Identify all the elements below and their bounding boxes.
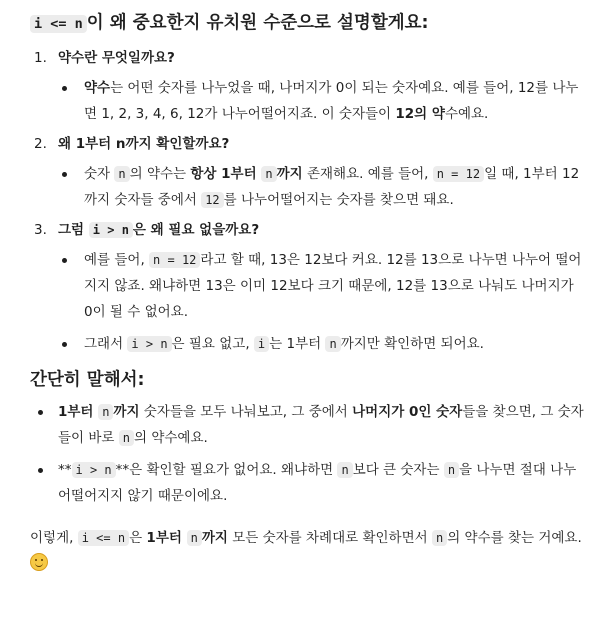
bold-text: 12의 약 <box>395 106 445 122</box>
text: **은 확인할 필요가 없어요. 왜냐하면 <box>115 462 338 478</box>
text: 을 나누면 절대 나누어떨어지지 않기 때문이에요. <box>58 462 577 504</box>
section-heading: 간단히 말해서: <box>30 370 145 390</box>
text: 모든 숫자를 차례대로 확인하면서 <box>227 530 432 546</box>
text: 까지만 확인하면 되어요. <box>340 336 484 352</box>
bullet-list <box>30 161 584 213</box>
item-title: 왜 1부터 n까지 확인할까요? <box>58 136 230 152</box>
item-number: 1. <box>34 50 47 66</box>
text: 는 어떤 숫자를 나누었을 때, 나머지가 0이 되는 숫자예요. 예를 들어, 12를 나누면 1, 2, 3, 4, 6, 12가 나누어떨어지죠. 이 숫자들이 <box>84 80 579 122</box>
text: 라고 할 때, 13은 12보다 커요. 12를 13으로 나누면 나누어 떨어지지 않죠. 왜냐하면 13은 이미 12보다 크기 때문에, 12를 13으로 나눠도 나머지가 0이 될 수 없어요. <box>84 252 582 320</box>
bold-text: 까지 <box>201 530 228 546</box>
bullet-item <box>60 161 584 213</box>
inline-code: i > n <box>89 222 133 238</box>
summary-list <box>30 399 584 509</box>
bold-text: 나머지가 0인 숫자 <box>352 404 463 420</box>
smiling-face-icon <box>30 553 48 571</box>
inline-code: n <box>325 336 340 352</box>
text: 예를 들어, <box>84 252 150 268</box>
item-title <box>58 219 259 241</box>
inline-code: 12 <box>201 192 223 208</box>
inline-code: n <box>337 462 352 478</box>
text: 은 <box>129 530 147 546</box>
bold-text: 까지 <box>276 166 303 182</box>
inline-code: i > n <box>127 336 171 352</box>
text: 일 때, 1부터 12까지 숫자들 중에서 <box>84 166 580 208</box>
item-title: 약수란 무엇일까요? <box>58 50 175 66</box>
text: 는 1부터 <box>269 336 326 352</box>
text: 의 약수를 찾는 거예요. <box>447 530 582 546</box>
bullet-item <box>60 247 584 325</box>
item-number: 2. <box>34 136 47 152</box>
text: 를 나누어떨어지는 숫자를 찾으면 돼요. <box>223 192 454 208</box>
page-title <box>30 10 584 37</box>
text: 수예요. <box>444 106 489 122</box>
inline-code: i > n <box>72 462 116 478</box>
inline-code: n <box>114 166 129 182</box>
text: 들을 찾으면, 그 숫자들이 바로 <box>58 404 584 446</box>
text: 존재해요. 예를 들어, <box>302 166 433 182</box>
inline-code: i <= n <box>30 15 87 33</box>
text: 의 약수는 <box>129 166 191 182</box>
inline-code: n = 12 <box>433 166 484 182</box>
list-item <box>30 219 584 357</box>
bullet-item <box>36 457 584 509</box>
bullet-list <box>30 247 584 357</box>
bullet-item <box>60 331 584 357</box>
inline-code: n = 12 <box>149 252 200 268</box>
closing-paragraph <box>30 525 584 577</box>
inline-code: n <box>187 530 202 546</box>
inline-code: n <box>261 166 276 182</box>
bold-text: 항상 1부터 <box>190 166 262 182</box>
bullet-item <box>60 75 584 127</box>
list-item <box>30 47 584 127</box>
text: 숫자 <box>84 166 115 182</box>
text: 보다 큰 숫자는 <box>352 462 444 478</box>
text: 은 필요 없고, <box>171 336 254 352</box>
inline-code: i <= n <box>78 530 129 546</box>
text: ** <box>58 462 72 478</box>
bullet-item <box>36 399 584 451</box>
item-number: 3. <box>34 222 47 238</box>
inline-code: n <box>98 404 113 420</box>
bold-text: 까지 <box>113 404 140 420</box>
bullet-list <box>30 75 584 127</box>
inline-code: i <box>254 336 269 352</box>
inline-code: n <box>119 430 134 446</box>
text: 이렇게, <box>30 530 78 546</box>
bold-text: 1부터 <box>146 530 187 546</box>
title-text: 이 왜 중요한지 유치원 수준으로 설명할게요: <box>86 13 429 33</box>
bold-text: 약수 <box>84 80 111 96</box>
text: 그럼 <box>58 222 89 238</box>
text: 의 약수예요. <box>133 430 208 446</box>
list-item <box>30 133 584 213</box>
inline-code: n <box>444 462 459 478</box>
inline-code: n <box>432 530 447 546</box>
bold-text: 1부터 <box>58 404 99 420</box>
numbered-list <box>30 47 584 357</box>
text: 은 왜 필요 없을까요? <box>132 222 260 238</box>
text: 숫자들을 모두 나눠보고, 그 중에서 <box>139 404 353 420</box>
text: 그래서 <box>84 336 128 352</box>
